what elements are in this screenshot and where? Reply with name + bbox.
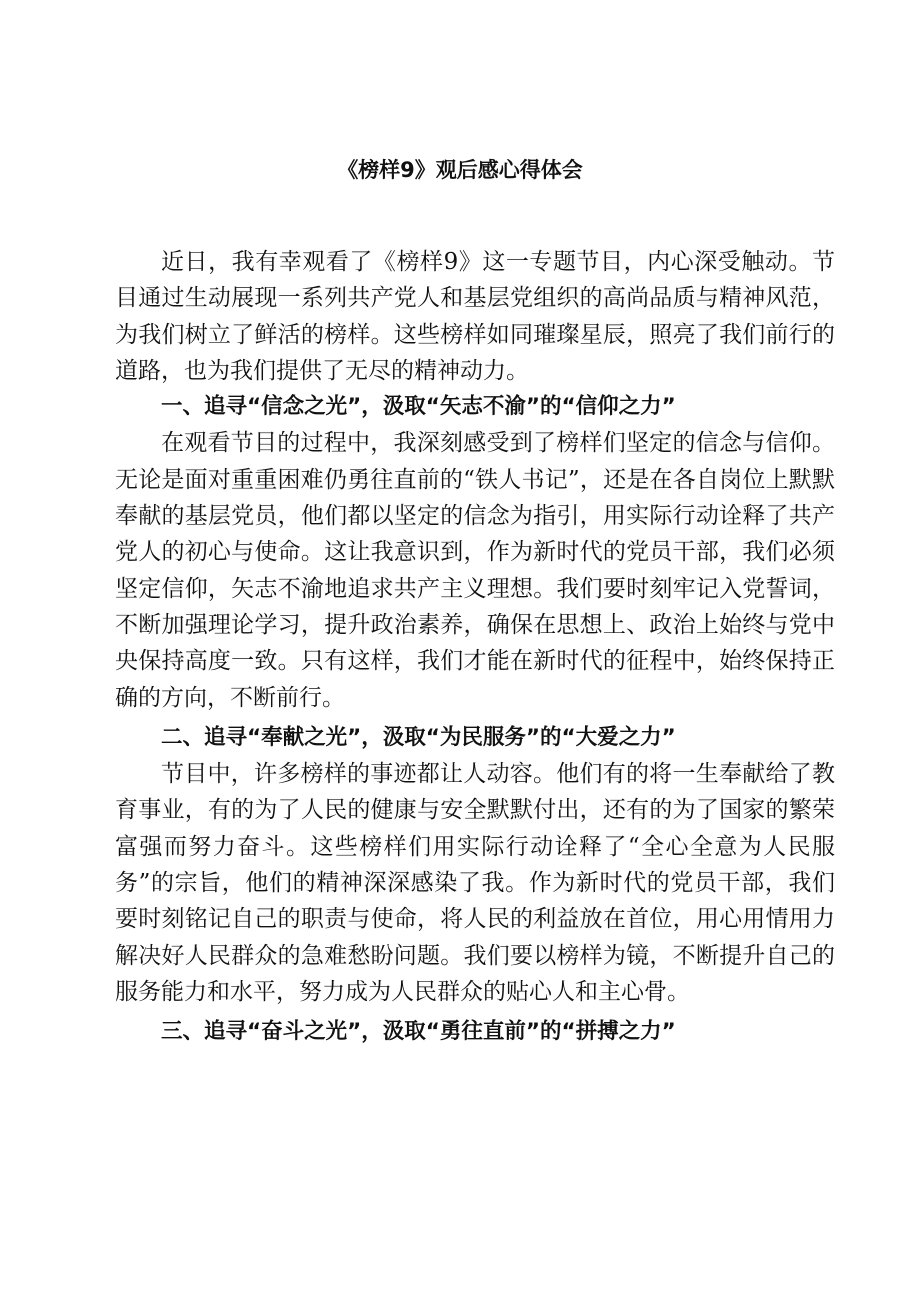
document-title: 《榜样9》观后感心得体会 — [337, 158, 583, 182]
section-2-paragraph: 节目中，许多榜样的事迹都让人动容。他们有的将一生奉献给了教育事业，有的为了人民的健康与安全默默付出，还有的为了国家的繁荣富强而努力奋斗。这些榜样们用实际行动诠释了“全心全意为人民服务”的宗旨，他们的精神深深感染了我。作为新时代的党员干部，我们要时刻铭记自己的职责与使命，将人民的利益放在首位，用心用情用力解决好人民群众的急难愁盼问题。我们要以榜样为镜，不断提升自己的服务能力和水平，努力成为人民群众的贴心人和主心骨。 — [115, 761, 835, 1005]
section-2-heading: 二、追寻“奉献之光”，汲取“为民服务”的“大爱之力” — [161, 724, 676, 750]
section-1-heading: 一、追寻“信念之光”，汲取“矢志不渝”的“信仰之力” — [161, 394, 676, 420]
intro-paragraph: 近日，我有幸观看了《榜样9》这一专题节目，内心深受触动。节目通过生动展现一系列共产党人和基层党组织的高尚品质与精神风范，为我们树立了鲜活的榜样。这些榜样如同璀璨星辰，照亮了我们前行的道路，也为我们提供了无尽的精神动力。 — [115, 249, 835, 384]
section-3-heading: 三、追寻“奋斗之光”，汲取“勇往直前”的“拼搏之力” — [161, 1019, 676, 1045]
section-1-paragraph: 在观看节目的过程中，我深刻感受到了榜样们坚定的信念与信仰。无论是面对重重困难仍勇往直前的“铁人书记”，还是在各自岗位上默默奉献的基层党员，他们都以坚定的信念为指引，用实际行动诠释了共产党人的初心与使命。这让我意识到，作为新时代的党员干部，我们必须坚定信仰，矢志不渝地追求共产主义理想。我们要时刻牢记入党誓词，不断加强理论学习，提升政治素养，确保在思想上、政治上始终与党中央保持高度一致。只有这样，我们才能在新时代的征程中，始终保持正确的方向，不断前行。 — [115, 430, 835, 711]
document-body — [115, 244, 835, 1051]
